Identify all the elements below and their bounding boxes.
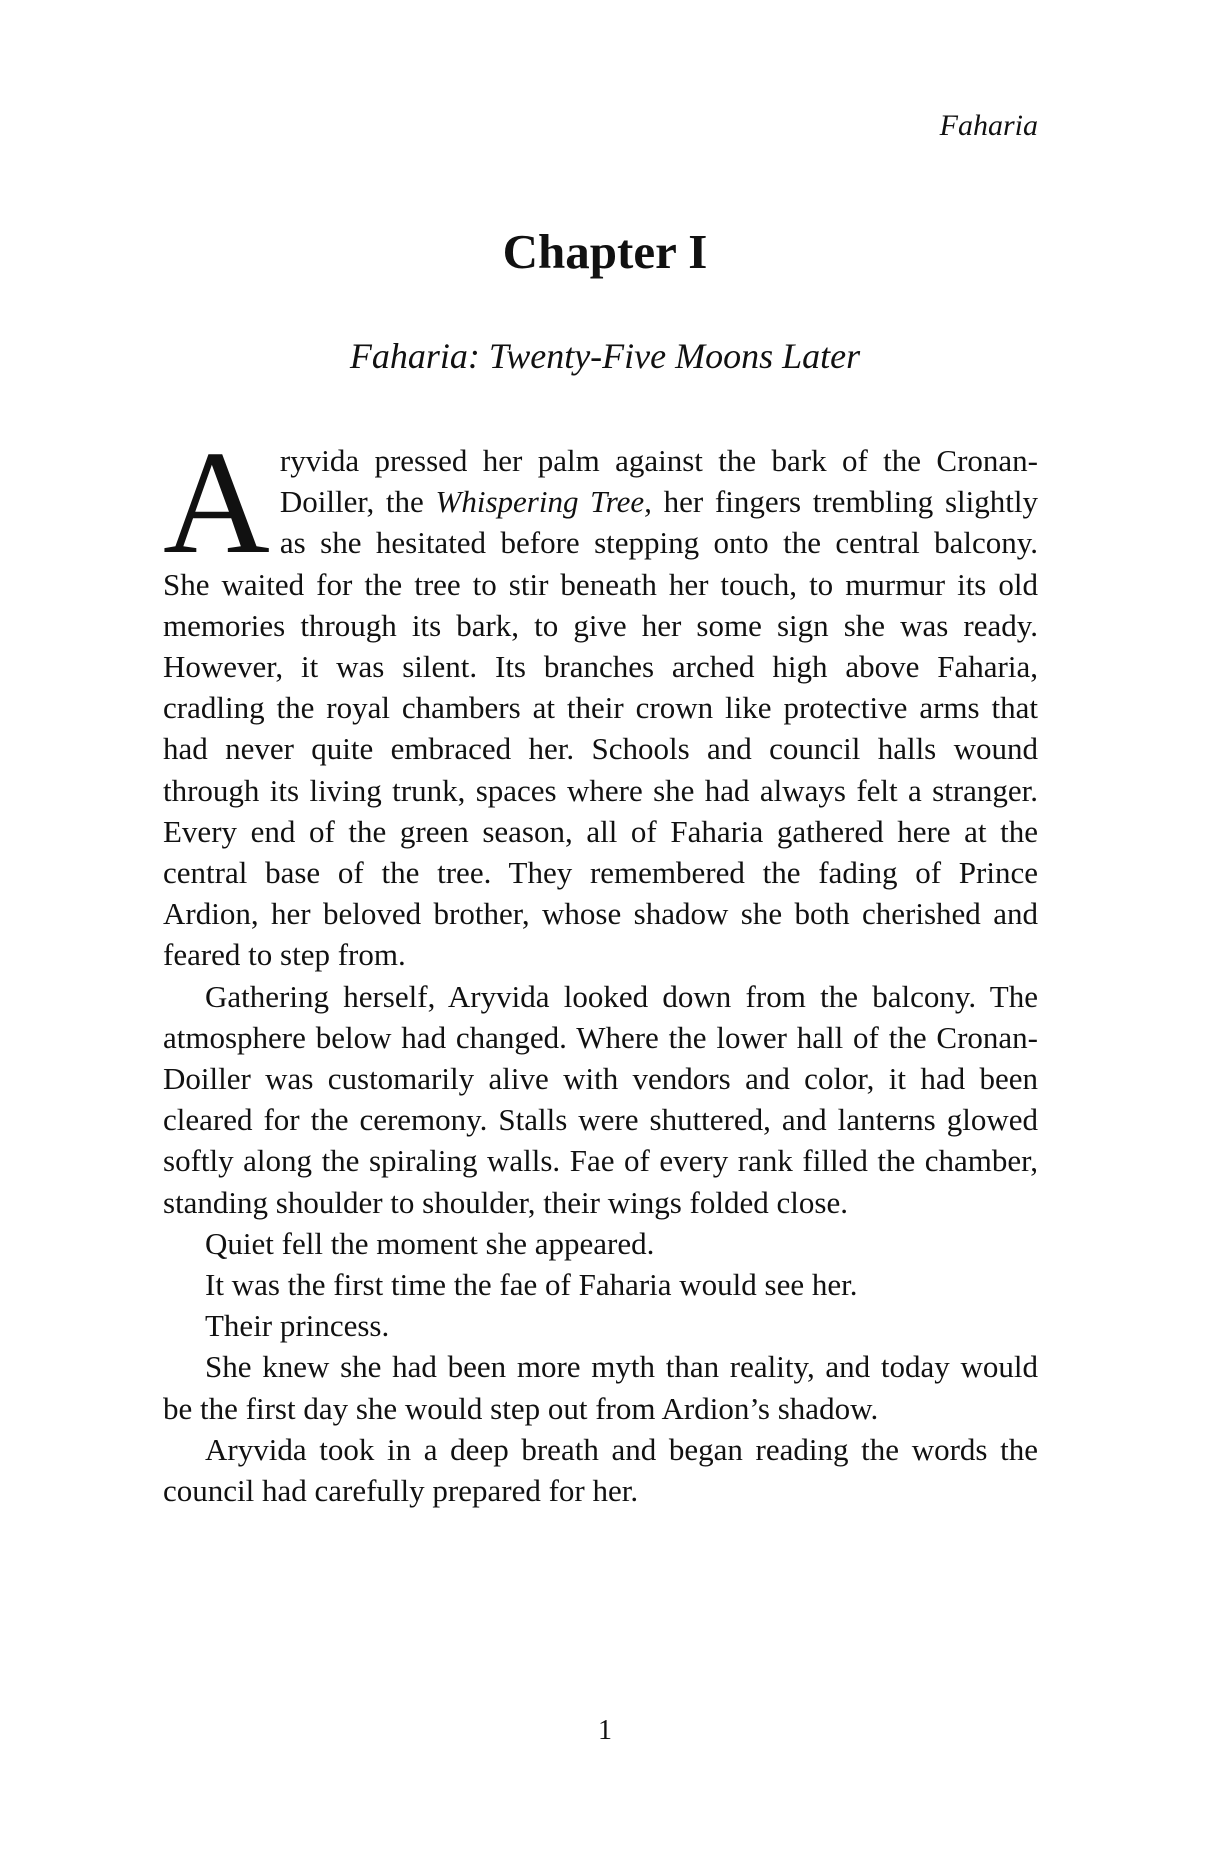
paragraph-1	[163, 421, 1038, 976]
chapter-body	[163, 421, 1038, 1511]
drop-cap: A	[163, 421, 270, 585]
paragraph-2: Gathering herself, Aryvida looked down from the balcony. The atmosphere below had changed. Where the lower hall of the Cronan-Doiller was customarily alive with vendors and color, it had been cleared for the ceremony. Stalls were shuttered, and lanterns glowed softly along the spiraling walls. Fae of every rank filled the chamber, standing shoulder to shoulder, their wings folded close.	[163, 978, 1038, 1220]
paragraph-3: Quiet fell the moment she appeared.	[205, 1225, 655, 1261]
paragraph-1-italic-phrase: Whispering Tree,	[435, 484, 652, 520]
chapter-subtitle: Faharia: Twenty-Five Moons Later	[349, 336, 861, 376]
page-number: 1	[598, 1715, 612, 1746]
paragraph-1-text-b: her fingers trembling slightly as she hesitated before stepping onto the central balcony. She waited for the tree to stir beneath her touch, to murmur its old memories through its bark, to give her some sign she was ready. However, it was silent. Its branches arched high above Faharia, cradling the royal chambers at their crown like protective arms that had never quite embraced her. Schools and council halls wound through its living trunk, spaces where she had always felt a stranger. Every end of the green season, all of Faharia gathered here at the central base of the tree. They remembered the fading of Prince Ardion, her beloved brother, whose shadow she both cherished and feared to step from.	[163, 484, 1038, 973]
paragraph-6: She knew she had been more myth than reality, and today would be the first day she would step out from Ardion’s shadow.	[163, 1349, 1038, 1426]
paragraph-1-text-a: ryvida pressed her palm against the bark of the Cronan-Doiller, the	[279, 443, 1038, 520]
paragraph-7: Aryvida took in a deep breath and began reading the words the council had carefully prepared for her.	[163, 1431, 1038, 1509]
paragraph-4: It was the first time the fae of Faharia would see her.	[205, 1267, 858, 1303]
chapter-title: Chapter I	[502, 224, 708, 279]
running-header: Faharia	[939, 109, 1038, 142]
paragraph-5: Their princess.	[205, 1308, 390, 1344]
